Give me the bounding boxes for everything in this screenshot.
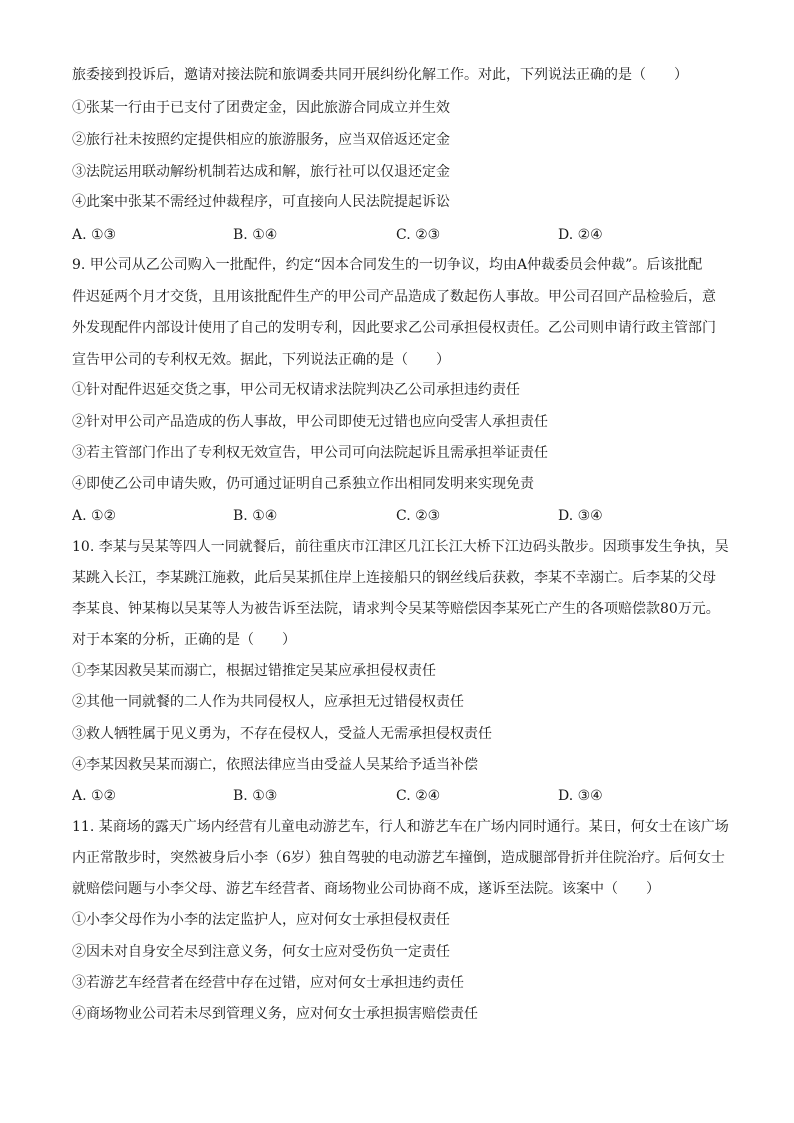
q9-statement-4: ④即使乙公司申请失败，仍可通过证明自己系独立作出相同发明来实现免责 [72, 476, 534, 492]
q9-statement-3: ③若主管部门作出了专利权无效宣告，甲公司可向法院起诉且需承担举证责任 [72, 445, 548, 461]
q10-statement-4: ④李某因救吴某而溺亡，依照法律应当由受益人吴某给予适当补偿 [72, 757, 478, 773]
q9-options [72, 506, 722, 526]
q9-stem-line: 9. 甲公司从乙公司购入一批配件，约定“因本合同发生的一切争议，均由A仲裁委员会仲裁”。后该批配 [72, 257, 703, 273]
q8-statement-1: ①张某一行由于已支付了团费定金，因此旅游合同成立并生效 [72, 100, 450, 116]
q8-statement-2: ②旅行社未按照约定提供相应的旅游服务，应当双倍返还定金 [72, 132, 450, 148]
q9-option-c[interactable]: C. ②③ [396, 508, 441, 524]
q10-statement-1: ①李某因救吴某而溺亡，根据过错推定吴某应承担侵权责任 [72, 663, 436, 679]
q11-statement-2: ②因未对自身安全尽到注意义务，何女士应对受伤负一定责任 [72, 944, 450, 960]
q11-stem-line: 内正常散步时，突然被身后小李（6岁）独自驾驶的电动游艺车撞倒，造成腿部骨折并住院治疗。后何女士 [72, 850, 725, 866]
q8-statement-4: ④此案中张某不需经过仲裁程序，可直接向人民法院提起诉讼 [72, 194, 450, 210]
q9-stem-line: 宣告甲公司的专利权无效。据此，下列说法正确的是（ ） [72, 352, 450, 368]
q8-statement-3: ③法院运用联动解纷机制若达成和解，旅行社可以仅退还定金 [72, 164, 450, 180]
q10-statement-3: ③救人牺牲属于见义勇为，不存在侵权人，受益人无需承担侵权责任 [72, 726, 492, 742]
q11-statement-3: ③若游艺车经营者在经营中存在过错，应对何女士承担违约责任 [72, 975, 464, 991]
q9-statement-1: ①针对配件迟延交货之事，甲公司无权请求法院判决乙公司承担违约责任 [72, 382, 520, 398]
q9-stem-line: 件迟延两个月才交货，且用该批配件生产的甲公司产品造成了数起伤人事故。甲公司召回产品检验后，意 [72, 289, 716, 305]
q10-stem-line: 对于本案的分析，正确的是（ ） [72, 632, 296, 648]
q8-options [72, 225, 722, 245]
q10-options [72, 786, 722, 806]
q10-option-a[interactable]: A. ①② [72, 788, 117, 804]
q10-stem-line: 李某良、钟某梅以吴某等人为被告诉至法院，请求判令吴某等赔偿因李某死亡产生的各项赔偿款80万元。 [72, 601, 720, 617]
q10-stem-line: 10. 李某与吴某等四人一同就餐后，前往重庆市江津区几江长江大桥下江边码头散步。因琐事发生争执，吴 [72, 539, 729, 555]
q10-option-c[interactable]: C. ②④ [396, 788, 441, 804]
q8-option-d[interactable]: D. ②④ [558, 227, 603, 243]
q10-option-d[interactable]: D. ③④ [558, 788, 603, 804]
q8-option-b[interactable]: B. ①④ [233, 227, 278, 243]
q9-option-d[interactable]: D. ③④ [558, 508, 603, 524]
q11-stem-line: 就赔偿问题与小李父母、游艺车经营者、商场物业公司协商不成，遂诉至法院。该案中（ ） [72, 881, 660, 897]
q8-option-a[interactable]: A. ①③ [72, 227, 117, 243]
q11-stem-line: 11. 某商场的露天广场内经营有儿童电动游艺车，行人和游艺车在广场内同时通行。某日，何女士在该广场 [72, 819, 729, 835]
q9-option-b[interactable]: B. ①④ [233, 508, 278, 524]
q10-option-b[interactable]: B. ①③ [233, 788, 278, 804]
q9-stem-line: 外发现配件内部设计使用了自己的发明专利，因此要求乙公司承担侵权责任。乙公司则申请行政主管部门 [72, 320, 716, 336]
q11-statement-1: ①小李父母作为小李的法定监护人，应对何女士承担侵权责任 [72, 912, 450, 928]
q10-stem-line: 某跳入长江，李某跳江施救，此后吴某抓住岸上连接船只的钢丝线后获救，李某不幸溺亡。后李某的父母 [72, 570, 716, 586]
q9-option-a[interactable]: A. ①② [72, 508, 117, 524]
q8-option-c[interactable]: C. ②③ [396, 227, 441, 243]
q10-statement-2: ②其他一同就餐的二人作为共同侵权人，应承担无过错侵权责任 [72, 694, 464, 710]
q8-stem-line: 旅委接到投诉后，邀请对接法院和旅调委共同开展纠纷化解工作。对此，下列说法正确的是（ ） [72, 67, 688, 83]
q11-statement-4: ④商场物业公司若未尽到管理义务，应对何女士承担损害赔偿责任 [72, 1006, 478, 1022]
q9-statement-2: ②针对甲公司产品造成的伤人事故，甲公司即使无过错也应向受害人承担责任 [72, 414, 548, 430]
